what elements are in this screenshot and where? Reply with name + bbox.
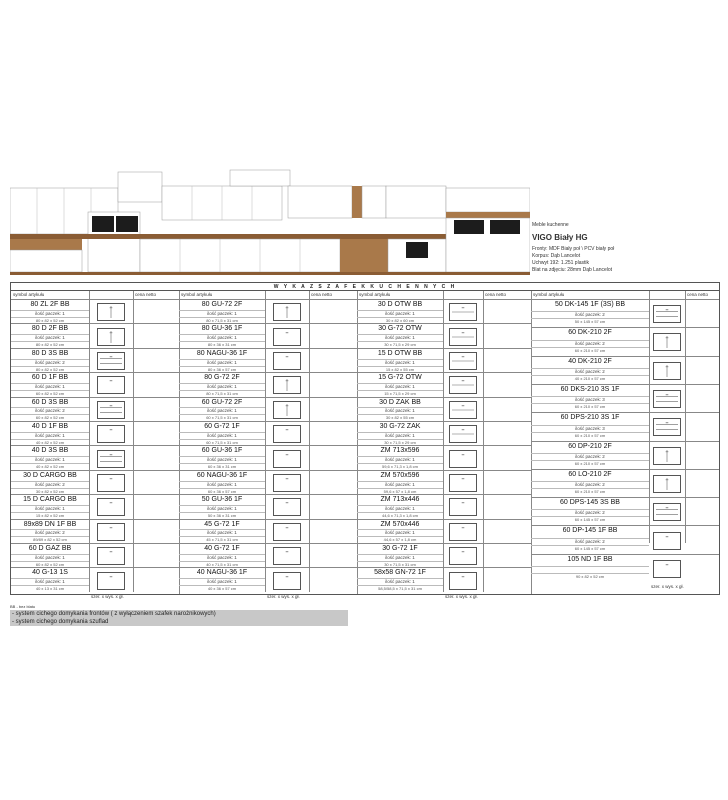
- item-packages: ilość paczek: 1: [179, 505, 265, 512]
- table-row: [179, 348, 357, 372]
- item-dimensions: 80 x 82 x 52 cm: [11, 366, 89, 373]
- table-row: [357, 543, 531, 567]
- product-info: [532, 222, 722, 274]
- table-column: [357, 291, 531, 599]
- item-packages: ilość paczek: 1: [11, 383, 89, 390]
- table-row: [179, 299, 357, 323]
- item-dimensions: 80 x 36 x 57 cm: [179, 366, 265, 373]
- item-dimensions: 40 x 71,5 x 31 cm: [179, 561, 265, 568]
- item-packages: ilość paczek: 2: [11, 359, 89, 366]
- item-packages: ilość paczek: 1: [11, 310, 89, 317]
- cabinet-drawing: [97, 303, 125, 321]
- item-packages: ilość paczek: 2: [531, 453, 649, 460]
- item-packages: ilość paczek: 2: [531, 340, 649, 347]
- note-line: - system cichego domykania frontów ( z wyłączeniem szafek narożnikowych): [10, 610, 348, 618]
- cabinet-drawing: [273, 547, 301, 565]
- table-row: [11, 543, 179, 567]
- item-name: 30 G-72 1F: [382, 545, 418, 552]
- item-packages: ilość paczek: 1: [179, 578, 265, 585]
- table-column: [179, 291, 357, 599]
- column-header: [357, 291, 531, 299]
- item-packages: ilość paczek: 1: [357, 529, 443, 536]
- item-name: 15 G-72 OTW: [378, 374, 422, 382]
- cabinet-drawing: [449, 547, 477, 565]
- table-row: [531, 469, 719, 497]
- item-name: 60 D GAZ BB: [28, 545, 72, 552]
- item-packages: ilość paczek: 2: [531, 481, 649, 488]
- product-category: Meble kuchenne: [532, 222, 569, 228]
- cabinet-drawing: [273, 523, 301, 541]
- item-packages: ilość paczek: 1: [357, 481, 443, 488]
- item-name: 60 DK-210 2F: [568, 329, 612, 337]
- item-dimensions: 30 x 82 x 52 cm: [11, 488, 89, 495]
- item-dimensions: 80 x 82 x 52 cm: [11, 341, 89, 348]
- item-packages: ilość paczek: 1: [179, 432, 265, 439]
- item-name: 50 GU-36 1F: [201, 496, 243, 504]
- item-packages: ilość paczek: 1: [357, 359, 443, 366]
- cabinet-drawing: [653, 503, 681, 521]
- item-packages: ilość paczek: 1: [11, 432, 89, 439]
- table-row: [531, 412, 719, 440]
- footer-dims: szer. x wys. x gł.: [91, 593, 124, 599]
- item-name: 60 G-72 1F: [204, 423, 240, 430]
- table-column: [531, 291, 719, 594]
- cabinet-drawing: [653, 362, 681, 380]
- item-dimensions: 60 x 210 x 57 cm: [531, 403, 649, 410]
- table-row: [179, 323, 357, 347]
- column-header: [531, 291, 719, 299]
- item-packages: ilość paczek: 1: [179, 529, 265, 536]
- item-packages: ilość paczek: 1: [357, 334, 443, 341]
- table-row: [11, 494, 179, 518]
- cabinet-drawing: [653, 447, 681, 465]
- cabinet-drawing: [449, 328, 477, 346]
- item-packages: ilość paczek: 3: [531, 425, 649, 432]
- table-row: [531, 356, 719, 384]
- item-dimensions: 40 x 82 x 52 cm: [11, 463, 89, 470]
- cabinet-drawing: [449, 401, 477, 419]
- item-name: 80 GU-36 1F: [201, 325, 243, 333]
- cabinet-drawing: [97, 328, 125, 346]
- item-dimensions: 40 x 36 x 57 cm: [179, 585, 265, 592]
- item-name: 15 D OTW BB: [377, 349, 423, 357]
- cabinet-drawing: [97, 352, 125, 370]
- table-row: [11, 519, 179, 543]
- cabinet-drawing: [273, 352, 301, 370]
- item-dimensions: 60 x 210 x 57 cm: [531, 347, 649, 354]
- cabinet-drawing: [97, 572, 125, 590]
- cabinet-drawing: [273, 450, 301, 468]
- footer-dims: szer. x wys. x gł.: [267, 593, 300, 599]
- item-name: 80 GU-72 2F: [201, 301, 243, 308]
- table-row: [179, 494, 357, 518]
- table-row: [11, 348, 179, 372]
- item-dimensions: 60 x 82 x 52 cm: [11, 390, 89, 397]
- legend-text: BB - bez blatu: [10, 604, 36, 609]
- item-name: ZM 713x596: [380, 447, 420, 455]
- product-line: Korpus: Dąb Lancelot: [532, 253, 581, 259]
- table-row: [531, 554, 719, 582]
- cabinet-drawing: [97, 547, 125, 565]
- item-name: 40 D 1F BB: [31, 423, 69, 430]
- column-header: [179, 291, 357, 299]
- item-dimensions: 60 x 71,5 x 31 cm: [179, 439, 265, 446]
- cabinet-drawing: [449, 303, 477, 321]
- cabinet-drawing: [273, 303, 301, 321]
- item-name: 60 DKS-210 3S 1F: [560, 385, 620, 393]
- item-name: 80 D 2F BB: [31, 325, 69, 333]
- table-row: [531, 497, 719, 525]
- item-name: 30 D CARGO BB: [23, 471, 77, 479]
- table-row: [357, 494, 531, 518]
- footer-dims: szer. x wys. x gł.: [445, 593, 478, 599]
- item-name: 105 ND 1F BB: [567, 555, 613, 563]
- item-packages: ilość paczek: 1: [357, 578, 443, 585]
- item-packages: ilość paczek: 2: [531, 538, 649, 545]
- table-row: [357, 421, 531, 445]
- cabinet-drawing: [273, 328, 301, 346]
- table-row: [179, 421, 357, 445]
- item-name: 89x89 DN 1F BB: [23, 520, 77, 528]
- item-name: 40 DK-210 2F: [568, 357, 612, 365]
- table-heading: W Y K A Z S Z A F E K K U C H E N N Y C H: [10, 282, 720, 291]
- item-name: 80 G-72 2F: [204, 374, 240, 382]
- cabinet-drawing: [449, 523, 477, 541]
- cabinet-drawing: [273, 572, 301, 590]
- item-name: 60 GU-36 1F: [201, 447, 243, 455]
- column-header: [11, 291, 179, 299]
- item-name: 60 D 1F BB: [31, 374, 69, 382]
- cabinet-drawing: [97, 401, 125, 419]
- item-name: 80 NAGU-36 1F: [196, 349, 248, 357]
- item-packages: ilość paczek: 1: [179, 310, 265, 317]
- item-dimensions: 60 x 36 x 57 cm: [179, 488, 265, 495]
- item-packages: ilość paczek: 1: [357, 407, 443, 414]
- table-column: [11, 291, 179, 599]
- cabinet-drawing: [653, 418, 681, 436]
- cabinet-drawing: [273, 498, 301, 516]
- item-dimensions: 60 x 210 x 57 cm: [531, 432, 649, 439]
- item-name: 60 LO-210 2F: [568, 470, 612, 478]
- table-row: [179, 397, 357, 421]
- item-packages: ilość paczek: 2: [11, 407, 89, 414]
- table-row: [357, 519, 531, 543]
- item-name: 60 D 3S BB: [31, 398, 69, 406]
- item-packages: ilość paczek: 1: [357, 505, 443, 512]
- item-name: 40 G-13 1S: [32, 569, 68, 577]
- item-packages: ilość paczek: 1: [357, 432, 443, 439]
- item-dimensions: 30 x 71,5 x 29 cm: [357, 439, 443, 446]
- item-name: 40 NAGU-36 1F: [196, 569, 248, 577]
- table-row: [11, 445, 179, 469]
- item-name: 50 DK-145 1F (3S) BB: [554, 301, 626, 308]
- cabinet-drawing: [273, 376, 301, 394]
- table-row: [357, 323, 531, 347]
- header-price: cena netto: [687, 292, 709, 297]
- item-name: 30 D ZAK BB: [379, 398, 421, 406]
- table-row: [11, 323, 179, 347]
- item-name: 15 D CARGO BB: [23, 496, 77, 504]
- item-name: ZM 570x446: [380, 520, 420, 528]
- item-dimensions: 50 x 145 x 57 cm: [531, 318, 649, 325]
- item-dimensions: 60 x 145 x 57 cm: [531, 545, 649, 552]
- item-packages: ilość paczek: 2: [531, 311, 649, 318]
- header-symbol: symbol artykułu: [181, 292, 213, 297]
- cabinet-drawing: [97, 425, 125, 443]
- cabinet-drawing: [449, 474, 477, 492]
- item-dimensions: 30 x 71,5 x 31 cm: [357, 561, 443, 568]
- item-packages: ilość paczek: 1: [179, 554, 265, 561]
- cabinet-drawing: [653, 390, 681, 408]
- item-packages: ilość paczek: 1: [357, 554, 443, 561]
- item-dimensions: 30 x 82 x 55 cm: [357, 414, 443, 421]
- item-name: 80 ZL 2F BB: [30, 301, 70, 308]
- item-packages: ilość paczek: 1: [11, 334, 89, 341]
- table-row: [11, 299, 179, 323]
- item-packages: ilość paczek: 1: [357, 310, 443, 317]
- item-dimensions: 40 x 13 x 31 cm: [11, 585, 89, 592]
- header-symbol: symbol artykułu: [359, 292, 391, 297]
- cabinet-drawing: [449, 352, 477, 370]
- item-name: 45 G-72 1F: [204, 520, 240, 528]
- item-dimensions: 60 x 210 x 57 cm: [531, 460, 649, 467]
- table-row: [531, 525, 719, 553]
- cabinet-drawing: [449, 376, 477, 394]
- item-packages: ilość paczek: 1: [11, 456, 89, 463]
- item-packages: ilość paczek: 1: [11, 578, 89, 585]
- cabinet-drawing: [449, 450, 477, 468]
- item-name: 60 DPS-210 3S 1F: [560, 414, 620, 422]
- item-dimensions: 90 x 82 x 52 cm: [531, 573, 649, 580]
- header-price: cena netto: [135, 292, 157, 297]
- cabinet-drawing: [449, 425, 477, 443]
- item-dimensions: 59,6 x 71,3 x 1,8 cm: [357, 463, 443, 470]
- item-packages: ilość paczek: 2: [531, 509, 649, 516]
- table-row: [357, 372, 531, 396]
- table-row: [179, 470, 357, 494]
- cabinet-drawing: [653, 532, 681, 550]
- item-dimensions: 60 x 82 x 52 cm: [11, 561, 89, 568]
- cabinet-drawing: [97, 523, 125, 541]
- cabinet-drawing: [273, 425, 301, 443]
- item-packages: ilość paczek: 2: [11, 481, 89, 488]
- table-row: [531, 299, 719, 327]
- cabinet-drawing: [273, 401, 301, 419]
- table-row: [357, 348, 531, 372]
- item-packages: ilość paczek: 1: [357, 383, 443, 390]
- table-row: [179, 543, 357, 567]
- item-packages: ilość paczek: 1: [179, 334, 265, 341]
- item-name: ZM 570x596: [380, 471, 420, 479]
- product-title: VIGO Biały HG: [532, 233, 588, 242]
- product-line: Uchwyt 192: 1.251 plastik: [532, 260, 589, 266]
- cabinet-table: [10, 290, 720, 599]
- item-dimensions: 59,6 x 57 x 1,8 cm: [357, 488, 443, 495]
- table-row: [11, 397, 179, 421]
- notes: [10, 604, 348, 626]
- cabinet-drawing: [653, 333, 681, 351]
- cabinet-drawing: [653, 475, 681, 493]
- item-dimensions: 80 x 71,5 x 31 cm: [179, 317, 265, 324]
- footer-dims: szer. x wys. x gł.: [651, 584, 684, 589]
- item-dimensions: 58,5/58,5 x 71,5 x 31 cm: [357, 585, 443, 592]
- table-row: [531, 384, 719, 412]
- item-packages: ilość paczek: 1: [179, 383, 265, 390]
- cabinet-drawing: [449, 572, 477, 590]
- note-line: - system cichego domykania szuflad: [10, 618, 348, 626]
- item-dimensions: 15 x 82 x 55 cm: [357, 366, 443, 373]
- item-packages: ilość paczek: 1: [179, 407, 265, 414]
- item-name: 60 DP-145 1F BB: [562, 527, 618, 535]
- item-packages: [531, 566, 649, 567]
- item-packages: ilość paczek: 1: [11, 505, 89, 512]
- cabinet-drawing: [97, 450, 125, 468]
- table-row: [11, 470, 179, 494]
- item-dimensions: 30 x 71,5 x 29 cm: [357, 341, 443, 348]
- item-packages: ilość paczek: 1: [357, 456, 443, 463]
- item-name: ZM 713x446: [380, 496, 420, 504]
- table-row: [357, 299, 531, 323]
- item-dimensions: 15 x 82 x 52 cm: [11, 512, 89, 519]
- table-row: [531, 327, 719, 355]
- item-packages: ilość paczek: 1: [11, 554, 89, 561]
- header-symbol: symbol artykułu: [13, 292, 45, 297]
- item-dimensions: 60 x 210 x 57 cm: [531, 488, 649, 495]
- item-packages: ilość paczek: 3: [531, 396, 649, 403]
- table-row: [531, 441, 719, 469]
- header-price: cena netto: [311, 292, 333, 297]
- item-packages: ilość paczek: 1: [179, 456, 265, 463]
- item-dimensions: 60 x 82 x 52 cm: [11, 414, 89, 421]
- table-row: [357, 397, 531, 421]
- item-packages: ilość paczek: 2: [11, 529, 89, 536]
- product-line: Blat na zdjęciu: 28mm Dąb Lancelot: [532, 267, 613, 273]
- table-row: [11, 372, 179, 396]
- item-dimensions: 80 x 71,5 x 31 cm: [179, 390, 265, 397]
- item-dimensions: 89/89 x 82 x 52 cm: [11, 536, 89, 543]
- item-name: 58x58 GN-72 1F: [374, 569, 426, 577]
- cabinet-drawing: [449, 498, 477, 516]
- item-dimensions: 15 x 71,5 x 29 cm: [357, 390, 443, 397]
- table-row: [179, 372, 357, 396]
- cabinet-drawing: [653, 305, 681, 323]
- item-dimensions: 44,6 x 57 x 1,8 cm: [357, 536, 443, 543]
- item-dimensions: 30 x 82 x 60 cm: [357, 317, 443, 324]
- table-row: [357, 470, 531, 494]
- item-name: 80 D 3S BB: [31, 349, 69, 357]
- item-dimensions: 44,6 x 71,3 x 1,8 cm: [357, 512, 443, 519]
- item-dimensions: 40 x 210 x 57 cm: [531, 375, 649, 382]
- item-name: 60 GU-72 2F: [201, 398, 243, 406]
- item-dimensions: 60 x 71,5 x 31 cm: [179, 414, 265, 421]
- header-symbol: symbol artykułu: [533, 292, 565, 297]
- item-name: 60 DP-210 2F: [568, 442, 612, 450]
- cabinet-drawing: [97, 474, 125, 492]
- item-name: 30 G-72 OTW: [378, 325, 422, 333]
- table-row: [179, 519, 357, 543]
- header-price: cena netto: [485, 292, 507, 297]
- item-packages: ilość paczek: 1: [179, 359, 265, 366]
- item-name: 30 G-72 ZAK: [379, 423, 421, 430]
- item-name: 30 D OTW BB: [377, 301, 423, 308]
- cabinet-drawing: [97, 376, 125, 394]
- item-name: 40 D 3S BB: [31, 447, 69, 455]
- item-dimensions: 60 x 36 x 31 cm: [179, 463, 265, 470]
- product-line: Fronty: MDF Biały poł \ PCV biały poł: [532, 246, 615, 252]
- table-row: [11, 421, 179, 445]
- table-row: [357, 567, 531, 591]
- cabinet-drawing: [653, 560, 681, 578]
- item-packages: ilość paczek: 1: [179, 481, 265, 488]
- table-row: [179, 567, 357, 591]
- item-name: 40 G-72 1F: [204, 545, 240, 552]
- item-dimensions: 80 x 36 x 31 cm: [179, 341, 265, 348]
- kitchen-illustration: [10, 168, 530, 280]
- item-packages: ilość paczek: 2: [531, 368, 649, 375]
- item-dimensions: 50 x 36 x 31 cm: [179, 512, 265, 519]
- table-row: [179, 445, 357, 469]
- cabinet-drawing: [97, 498, 125, 516]
- item-dimensions: 45 x 71,5 x 31 cm: [179, 536, 265, 543]
- item-dimensions: 40 x 82 x 52 cm: [11, 439, 89, 446]
- item-name: 60 NAGU-36 1F: [196, 471, 248, 479]
- table-row: [11, 567, 179, 591]
- table-row: [357, 445, 531, 469]
- item-name: 60 DPS-145 3S BB: [560, 499, 620, 507]
- cabinet-drawing: [273, 474, 301, 492]
- item-dimensions: 80 x 82 x 52 cm: [11, 317, 89, 324]
- item-dimensions: 60 x 145 x 57 cm: [531, 516, 649, 523]
